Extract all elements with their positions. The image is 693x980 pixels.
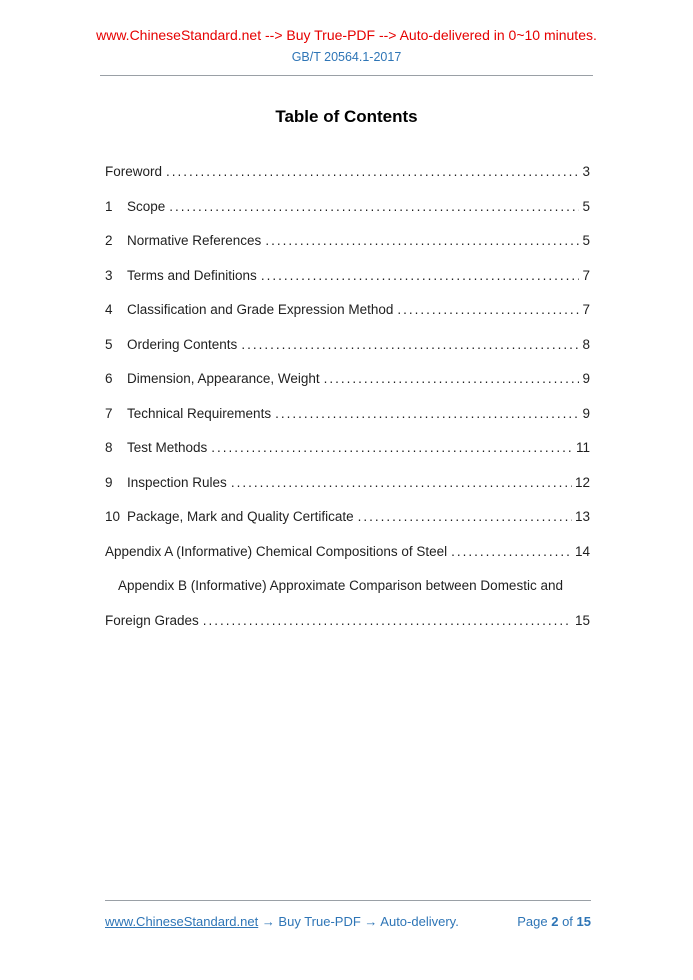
toc-dot-leader [166, 155, 579, 190]
toc-row-technical-requirements [105, 397, 590, 432]
toc-entry-label: Scope [127, 198, 166, 214]
footer-site-link[interactable]: www.ChineseStandard.net [105, 914, 259, 929]
toc-row-inspection-rules [105, 466, 590, 501]
footer-page-current: 2 [551, 914, 559, 929]
toc-dot-leader [231, 466, 572, 501]
footer-links [105, 914, 459, 929]
toc-row-appendix-b-line2 [105, 604, 590, 639]
table-of-contents [105, 155, 590, 638]
toc-entry-label: Inspection Rules [127, 474, 227, 490]
toc-entry-label: Technical Requirements [127, 405, 272, 421]
toc-row-normative-references [105, 224, 590, 259]
top-banner: www.ChineseStandard.net --> Buy True-PDF --> Auto-delivered in 0~10 minutes. [96, 27, 597, 43]
footer-page-label: Page [517, 914, 548, 929]
toc-dot-leader [169, 190, 579, 225]
toc-entry-number: 3 [105, 267, 113, 283]
toc-dot-leader [241, 328, 579, 363]
footer-of-label: of [562, 914, 573, 929]
toc-row-test-methods [105, 431, 590, 466]
toc-entry-page: 9 [582, 371, 590, 386]
footer-page-indicator [517, 914, 591, 929]
toc-entry-label: Appendix A (Informative) Chemical Compositions of Steel [105, 543, 448, 559]
toc-row-appendix-a [105, 535, 590, 570]
toc-entry-page: 5 [582, 198, 590, 214]
page-title: Table of Contents [275, 107, 418, 126]
toc-dot-leader [397, 293, 579, 328]
toc-row-appendix-b-line1 [105, 569, 590, 604]
toc-entry-label: Appendix B (Informative) Approximate Comparison between Domestic and [118, 578, 563, 593]
page-footer [105, 900, 591, 929]
toc-entry-page: 15 [574, 612, 590, 628]
toc-entry-number: 4 [105, 302, 113, 317]
toc-entry-number: 8 [105, 440, 113, 455]
toc-entry-page: 8 [582, 336, 590, 352]
toc-entry-page: 9 [582, 405, 590, 421]
toc-entry-label: Test Methods [127, 440, 208, 455]
standard-code: GB/T 20564.1-2017 [291, 50, 402, 64]
toc-row-foreword [105, 155, 590, 190]
toc-entry-number: 7 [105, 405, 113, 421]
toc-row-terms-definitions [105, 259, 590, 294]
toc-entry-label: Dimension, Appearance, Weight [127, 371, 320, 386]
toc-entry-label: Normative References [127, 233, 262, 248]
toc-dot-leader [358, 500, 572, 535]
toc-row-package-mark-certificate [105, 500, 590, 535]
toc-entry-number: 9 [105, 474, 113, 490]
toc-dot-leader [265, 224, 579, 259]
footer-tagline: → Buy True-PDF → Auto-delivery. [258, 914, 459, 929]
toc-entry-page: 7 [582, 267, 590, 283]
toc-dot-leader [211, 431, 573, 466]
toc-entry-page: 14 [574, 543, 590, 559]
toc-row-scope [105, 190, 590, 225]
toc-entry-page: 5 [582, 233, 590, 248]
toc-dot-leader [275, 397, 579, 432]
toc-entry-label: Package, Mark and Quality Certificate [127, 509, 354, 524]
toc-dot-leader [203, 604, 572, 639]
toc-entry-page: 7 [582, 302, 590, 317]
toc-dot-leader [261, 259, 580, 294]
toc-entry-page: 13 [574, 509, 590, 524]
header-divider [100, 75, 593, 76]
toc-entry-number: 2 [105, 233, 113, 248]
toc-entry-page: 11 [575, 440, 590, 455]
toc-entry-label: Terms and Definitions [127, 267, 257, 283]
toc-row-classification [105, 293, 590, 328]
toc-dot-leader [451, 535, 572, 570]
toc-dot-leader [324, 362, 580, 397]
footer-page-total: 15 [576, 914, 591, 929]
toc-entry-label: Classification and Grade Expression Method [127, 302, 394, 317]
toc-entry-label: Ordering Contents [127, 336, 238, 352]
toc-row-dimension-appearance-weight [105, 362, 590, 397]
toc-entry-number: 6 [105, 371, 113, 386]
toc-entry-label: Foreign Grades [105, 612, 199, 628]
toc-entry-number: 10 [105, 509, 121, 524]
toc-entry-number: 1 [105, 198, 113, 214]
toc-entry-label: Foreword [105, 164, 163, 179]
toc-entry-page: 3 [582, 164, 590, 179]
toc-entry-page: 12 [574, 474, 590, 490]
toc-entry-number: 5 [105, 336, 113, 352]
toc-row-ordering-contents [105, 328, 590, 363]
